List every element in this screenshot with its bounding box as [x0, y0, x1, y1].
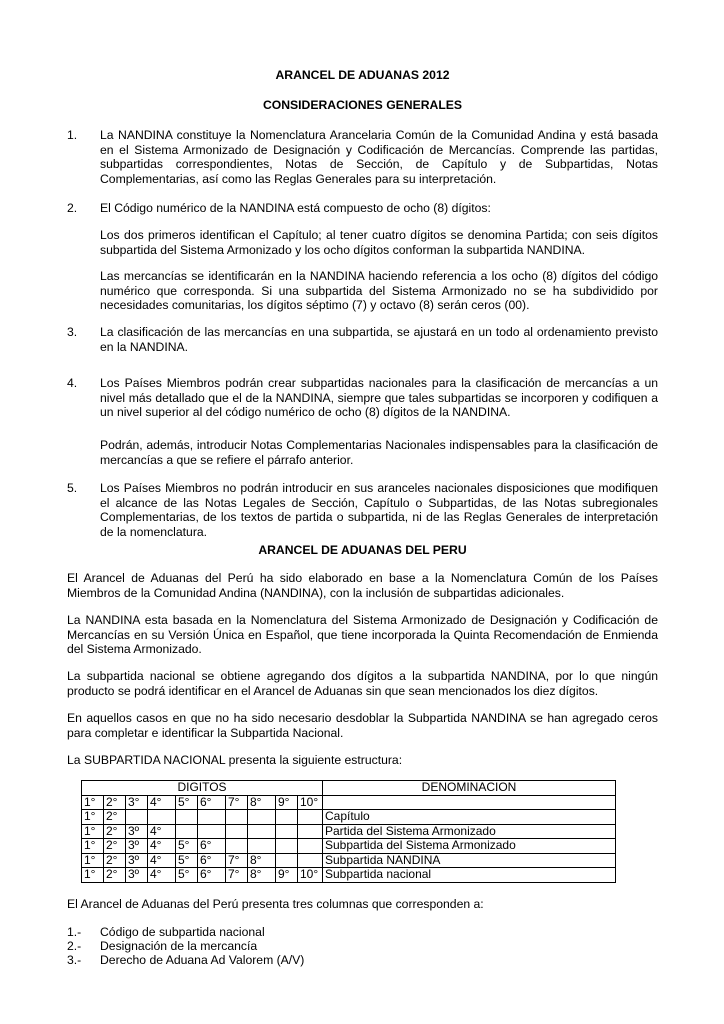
digit-cell: 1°	[82, 795, 104, 810]
digit-cell: 2°	[104, 868, 126, 883]
digit-cell: 3º	[126, 853, 148, 868]
digit-cell	[226, 824, 248, 839]
denomination-cell: Capítulo	[323, 810, 616, 825]
digit-cell: 4°	[148, 795, 176, 810]
digit-cell: 3°	[126, 795, 148, 810]
subpartida-structure-table	[81, 780, 616, 883]
list-number: 2.-	[67, 939, 82, 953]
digit-cell: 5°	[176, 868, 198, 883]
digit-cell	[176, 824, 198, 839]
document-title: ARANCEL DE ADUANAS 2012	[275, 68, 450, 82]
item-number: 2.	[67, 201, 78, 215]
item-paragraph: El Código numérico de la NANDINA está compuesto de ocho (8) dígitos:	[100, 201, 491, 215]
digit-cell: 6°	[198, 868, 226, 883]
digit-cell	[298, 824, 323, 839]
table-row	[82, 853, 616, 868]
digit-cell: 7°	[226, 795, 248, 810]
table-row	[82, 824, 616, 839]
digit-cell: 7°	[226, 868, 248, 883]
digit-cell: 3º	[126, 824, 148, 839]
item-paragraph: Los dos primeros identifican el Capítulo; al tener cuatro dígitos se denomina Partida; con seis dígitos subpartida del Sistema Armonizado y los ocho dígitos conforman la subpartida NANDINA.	[100, 228, 658, 257]
digit-cell	[198, 824, 226, 839]
section-title-peru: ARANCEL DE ADUANAS DEL PERU	[258, 543, 467, 557]
digit-cell	[248, 839, 276, 854]
digit-cell: 6°	[198, 795, 226, 810]
item-number: 1.	[67, 128, 78, 142]
digit-cell: 3º	[126, 839, 148, 854]
digit-cell: 8°	[248, 795, 276, 810]
digit-cell: 2°	[104, 810, 126, 825]
digit-cell: 1°	[82, 839, 104, 854]
digit-cell: 2°	[104, 795, 126, 810]
table-row	[82, 839, 616, 854]
digit-cell	[276, 824, 298, 839]
item-paragraph: Las mercancías se identificarán en la NANDINA haciendo referencia a los ocho (8) dígitos del código numérico que corresponda. Si una subpartida del Sistema Armonizado no se ha subdividido por necesidades comunitarias, los dígitos séptimo (7) y octavo (8) serán ceros (00).	[100, 269, 658, 313]
digit-cell	[176, 810, 198, 825]
digits-header: DIGITOS	[82, 781, 323, 796]
digit-cell: 2°	[104, 824, 126, 839]
digit-cell	[226, 810, 248, 825]
digit-cell: 1°	[82, 853, 104, 868]
digit-cell: 3º	[126, 868, 148, 883]
table-row	[82, 795, 616, 810]
digit-cell: 10°	[298, 795, 323, 810]
digit-cell: 1°	[82, 824, 104, 839]
digit-cell: 1°	[82, 868, 104, 883]
item-paragraph: Los Países Miembros podrán crear subpartidas nacionales para la clasificación de mercancías a un nivel más detallado que el de la NANDINA, siempre que tales subpartidas se incorporen y codifiquen a un nivel superior al del código numérico de ocho (8) dígitos de la NANDINA.	[100, 376, 658, 420]
list-item: Designación de la mercancía	[100, 939, 258, 953]
digit-cell: 6°	[198, 853, 226, 868]
digit-cell	[276, 810, 298, 825]
denomination-cell: Subpartida del Sistema Armonizado	[323, 839, 616, 854]
table-header-row	[82, 781, 616, 796]
digit-cell	[276, 853, 298, 868]
item-number: 3.	[67, 325, 78, 339]
body-paragraph: La SUBPARTIDA NACIONAL presenta la siguiente estructura:	[67, 753, 403, 767]
digit-cell: 10°	[298, 868, 323, 883]
list-number: 3.-	[67, 953, 82, 967]
digit-cell: 4°	[148, 868, 176, 883]
digit-cell: 4°	[148, 853, 176, 868]
denomination-cell: Partida del Sistema Armonizado	[323, 824, 616, 839]
table-row	[82, 868, 616, 883]
digit-cell: 6°	[198, 839, 226, 854]
digit-cell: 4°	[148, 824, 176, 839]
body-paragraph: El Arancel de Aduanas del Perú ha sido elaborado en base a la Nomenclatura Común de los Países Miembros de la Comunidad Andina (NANDINA), con la inclusión de subpartidas adicionales.	[67, 571, 658, 600]
digit-cell: 8°	[248, 868, 276, 883]
item-number: 5.	[67, 481, 78, 495]
item-number: 4.	[67, 376, 78, 390]
denomination-header: DENOMINACION	[323, 781, 616, 796]
digit-cell: 5°	[176, 853, 198, 868]
digit-cell: 1°	[82, 810, 104, 825]
digit-cell	[198, 810, 226, 825]
digit-cell: 2°	[104, 839, 126, 854]
digit-cell	[298, 839, 323, 854]
digit-cell: 4°	[148, 839, 176, 854]
body-paragraph: El Arancel de Aduanas del Perú presenta tres columnas que corresponden a:	[67, 897, 484, 911]
digit-cell	[148, 810, 176, 825]
denomination-cell	[323, 795, 616, 810]
digit-cell: 9°	[276, 795, 298, 810]
digit-cell	[248, 810, 276, 825]
digit-cell: 2°	[104, 853, 126, 868]
section-title-consideraciones: CONSIDERACIONES GENERALES	[262, 98, 463, 112]
list-item: Código de subpartida nacional	[100, 925, 265, 939]
denomination-cell: Subpartida NANDINA	[323, 853, 616, 868]
digit-cell: 5°	[176, 839, 198, 854]
denomination-cell: Subpartida nacional	[323, 868, 616, 883]
digit-cell: 9°	[276, 868, 298, 883]
item-paragraph: La NANDINA constituye la Nomenclatura Arancelaria Común de la Comunidad Andina y está basada en el Sistema Armonizado de Designación y Codificación de Mercancías. Comprende las partidas, subpartidas correspondientes, Notas de Sección, de Capítulo y de Subpartidas, Notas Complementarias, así como las Reglas Generales para su interpretación.	[100, 128, 658, 186]
digit-cell: 7°	[226, 853, 248, 868]
digit-cell: 8°	[248, 853, 276, 868]
digit-cell	[276, 839, 298, 854]
digit-cell: 5°	[176, 795, 198, 810]
body-paragraph: La subpartida nacional se obtiene agregando dos dígitos a la subpartida NANDINA, por lo que ningún producto se podrá identificar en el Arancel de Aduanas sin que sean mencionados los diez dígitos.	[67, 669, 658, 698]
item-paragraph: Los Países Miembros no podrán introducir en sus aranceles nacionales disposiciones que modifiquen el alcance de las Notas Legales de Sección, Capítulo o Subpartidas, de las Notas subregionales Complementarias, de los textos de partida o subpartida, ni de las Reglas Generales de interpretación de la nomenclatura.	[100, 481, 658, 539]
table-row	[82, 810, 616, 825]
digit-cell	[248, 824, 276, 839]
item-paragraph: Podrán, además, introducir Notas Complementarias Nacionales indispensables para la clasificación de mercancías a que se refiere el párrafo anterior.	[100, 438, 658, 467]
digit-cell	[126, 810, 148, 825]
list-item: Derecho de Aduana Ad Valorem (A/V)	[100, 953, 305, 967]
digit-cell	[298, 853, 323, 868]
list-number: 1.-	[67, 925, 82, 939]
body-paragraph: La NANDINA esta basada en la Nomenclatura del Sistema Armonizado de Designación y Codificación de Mercancías en su Versión Única en Español, que tiene incorporada la Quinta Recomendación de Enmienda del Sistema Armonizado.	[67, 613, 658, 657]
digit-cell	[226, 839, 248, 854]
digit-cell	[298, 810, 323, 825]
item-paragraph: La clasificación de las mercancías en una subpartida, se ajustará en un todo al ordenamiento previsto en la NANDINA.	[100, 325, 658, 354]
body-paragraph: En aquellos casos en que no ha sido necesario desdoblar la Subpartida NANDINA se han agregado ceros para completar e identificar la Subpartida Nacional.	[67, 711, 658, 740]
